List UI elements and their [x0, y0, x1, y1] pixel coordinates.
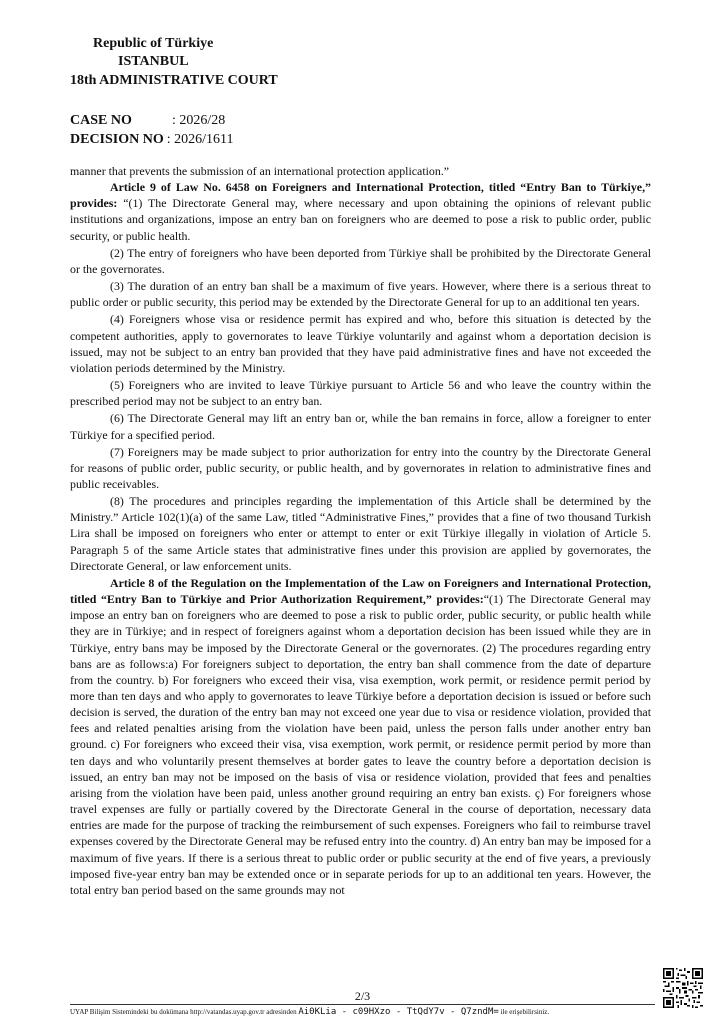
paragraph: Article 8 of the Regulation on the Implementation of the Law on Foreigners and International Protection, titled “Entry Ban to Türkiye and Prior Authorization Requirement,” provides:“(1) The Directorate General may impose an entry ban on foreigners who are deemed to pose a risk to public order, public security, or public health while they are in Türkiye; and in respect of foreigners against whom a deportation decision has been issued while they are in Türkiye, entry bans may be imposed by the Directorate General or the governorates. (2) The procedures regarding entry bans are as follows:a) For foreigners subject to deportation, the entry ban shall commence from the date of departure from the country. b) For foreigners who exceed their visa, visa exemption, work permit, or residence permit period by more than ten days and who apply to governorates to leave Türkiye before a deportation decision is issued or before such decision is served, the duration of the entry ban may not exceed one year due to visa or residence violation, provided that fees and related penalties arising from the violation have been paid, unless the person falls under another entry ban ground. c) For foreigners who exceed their visa, visa exemption, work permit, or residence permit period by more than ten days and who voluntarily present themselves at border gates to leave the country before a deportation decision is issued, an entry ban may not be imposed on the basis of visa or residence violation, provided that fees and penalties arising from the violation have been paid, unless another ground requiring an entry ban exists. ç) For foreigners whose travel expenses are fully or partially covered by the Directorate General in the course of deportation, necessary data entries are made for the purpose of tracking the reimbursement of such expenses. Foreigners who fail to reimburse travel expenses covered by the Directorate General may be refused entry into the country. d) An entry ban may be imposed for a maximum of five years. If there is a serious threat to public order or public security at the end of five years, a previously imposed five-year entry ban may be extended once or in separate periods for up to an additional ten years. However, the total entry ban period based on the same grounds may not	[70, 575, 651, 897]
paragraph: (7) Foreigners may be made subject to prior authorization for entry into the country by the Directorate General for reasons of public order, public security, or public health, and by governorates in relation to administrative fines and public receivables.	[70, 444, 651, 491]
paragraph: (6) The Directorate General may lift an entry ban or, while the ban remains in force, allow a foreigner to enter Türkiye for a specified period.	[70, 411, 651, 442]
footer-divider	[70, 1004, 655, 1005]
case-number-value: : 2026/28	[172, 113, 226, 128]
case-number-row	[70, 113, 225, 129]
header-court: 18th ADMINISTRATIVE COURT	[70, 73, 278, 88]
verification-code[interactable]: Ai0KLia - c09HXzo - TtQdY7v - Q7zndM=	[298, 1007, 499, 1017]
case-number-label: CASE NO	[70, 113, 132, 128]
page-number: 2/3	[354, 989, 371, 1003]
paragraph: Article 9 of Law No. 6458 on Foreigners and International Protection, titled “Entry Ban to Türkiye,” provides: “(1) The Directorate General may, where necessary and upon obtaining the opinions of relevant public institutions and organizations, impose an entry ban on foreigners who are deemed to pose a risk to public order, public security, or public health.	[70, 180, 651, 243]
article-heading: Article 9 of Law No. 6458 on Foreigners and International Protection, titled “Entry Ban to Türkiye,” provides:	[70, 180, 651, 211]
footer	[70, 1007, 655, 1017]
qr-code-icon	[663, 968, 703, 1008]
decision-number-row	[70, 132, 234, 148]
document-body	[70, 163, 651, 898]
paragraph: (2) The entry of foreigners who have been deported from Türkiye shall be prohibited by the Directorate General or the governorates.	[70, 245, 651, 276]
paragraph: (3) The duration of an entry ban shall be a maximum of five years. However, where there is a serious threat to public order or public security, this period may be extended by the Directorate General for up to an additional ten years.	[70, 279, 651, 310]
paragraph: (5) Foreigners who are invited to leave Türkiye pursuant to Article 56 and who leave the country within the prescribed period may not be subject to an entry ban.	[70, 378, 651, 409]
article-heading: Article 8 of the Regulation on the Implementation of the Law on Foreigners and International Protection, titled “Entry Ban to Türkiye and Prior Authorization Requirement,” provides:	[70, 575, 651, 607]
footer-prefix: UYAP Bilişim Sistemindeki bu dokümana http://vatandas.uyap.gov.tr adresinden	[70, 1008, 297, 1016]
paragraph: (8) The procedures and principles regarding the implementation of this Article shall be determined by the Ministry.” Article 102(1)(a) of the same Law, titled “Administrative Fines,” provides that a fine of two thousand Turkish Lira shall be imposed on foreigners who enter or attempt to enter or exit Türkiye illegally in violation of Article 5. Paragraph 5 of the same Article states that administrative fines under this provision are applied by governorates, the Directorate General, or law enforcement units.	[70, 494, 651, 573]
paragraph: (4) Foreigners whose visa or residence permit has expired and who, before this situation is detected by the competent authorities, apply to governorates to leave Türkiye voluntarily and against whom a deportation decision is issued, may not be subject to an entry ban provided that they have paid administrative fines and have not exceeded the violation periods determined by the Ministry.	[70, 312, 651, 375]
footer-suffix: ile erişebilirsiniz.	[500, 1008, 550, 1016]
header-country: Republic of Türkiye	[93, 36, 214, 51]
paragraph: manner that prevents the submission of an international protection application.”	[70, 164, 450, 178]
decision-number-label: DECISION NO	[70, 132, 164, 147]
header-city: ISTANBUL	[118, 54, 189, 69]
decision-number-value: : 2026/1611	[166, 132, 234, 147]
